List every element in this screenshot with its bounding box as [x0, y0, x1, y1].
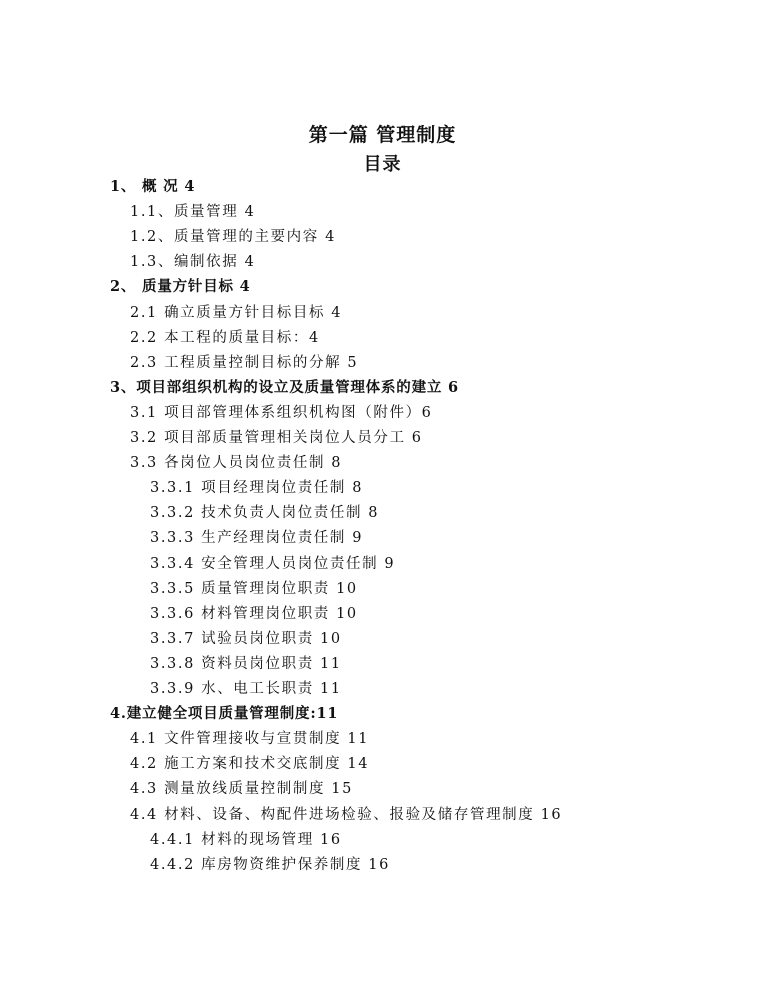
toc-entry-level-3: 4.4.1 材料的现场管理 16 [150, 831, 342, 848]
toc-entry-level-3: 3.3.2 技术负责人岗位责任制 8 [150, 505, 380, 522]
toc-entry-level-3: 3.3.4 安全管理人员岗位责任制 9 [150, 555, 396, 572]
toc-heading: 目录 [363, 154, 402, 175]
toc-entry-level-3: 3.3.1 项目经理岗位责任制 8 [150, 480, 364, 497]
toc-entry-level-3: 3.3.7 试验员岗位职责 10 [150, 630, 342, 647]
toc-entry-level-2: 4.3 测量放线质量控制制度 15 [130, 781, 353, 798]
toc-entry-level-2: 2.1 确立质量方针目标目标 4 [130, 304, 343, 321]
toc-entry-level-3: 3.3.6 材料管理岗位职责 10 [150, 605, 358, 622]
toc-entry-level-3: 3.3.8 资料员岗位职责 11 [150, 655, 342, 672]
toc-entry-level-2: 3.2 项目部质量管理相关岗位人员分工 6 [130, 430, 423, 446]
document-title: 第一篇 管理制度 [308, 124, 457, 146]
toc-entry-level-2: 4.2 施工方案和技术交底制度 14 [130, 756, 370, 773]
toc-entry-level-1: 1、 概 况 4 [110, 178, 196, 195]
toc-entry-level-2: 1.2、质量管理的主要内容 4 [130, 229, 336, 246]
toc-entry-level-2: 4.1 文件管理接收与宣贯制度 11 [130, 731, 370, 748]
toc-entry-level-1: 4.建立健全项目质量管理制度:11 [110, 705, 339, 723]
toc-entry-level-2: 4.4 材料、设备、构配件进场检验、报验及储存管理制度 16 [130, 806, 563, 823]
toc-entry-level-2: 1.1、质量管理 4 [130, 204, 256, 221]
toc-entry-level-2: 2.2 本工程的质量目标：4 [130, 329, 320, 346]
toc-entry-level-2: 1.3、编制依据 4 [130, 254, 256, 271]
toc-entry-level-3: 3.3.9 水、电工长职责 11 [150, 681, 342, 697]
toc-entry-level-2: 2.3 工程质量控制目标的分解 5 [130, 354, 359, 371]
toc-entry-level-2: 3.3 各岗位人员岗位责任制 8 [130, 455, 343, 472]
toc-entry-level-1: 3、项目部组织机构的设立及质量管理体系的建立 6 [110, 378, 459, 396]
toc-entry-level-2: 3.1 项目部管理体系组织机构图（附件）6 [130, 404, 433, 421]
toc-entry-level-3: 4.4.2 库房物资维护保养制度 16 [150, 856, 390, 873]
toc-entry-level-3: 3.3.5 质量管理岗位职责 10 [150, 580, 358, 597]
toc-entry-level-1: 2、 质量方针目标 4 [110, 278, 251, 296]
toc-entry-level-3: 3.3.3 生产经理岗位责任制 9 [150, 530, 364, 547]
